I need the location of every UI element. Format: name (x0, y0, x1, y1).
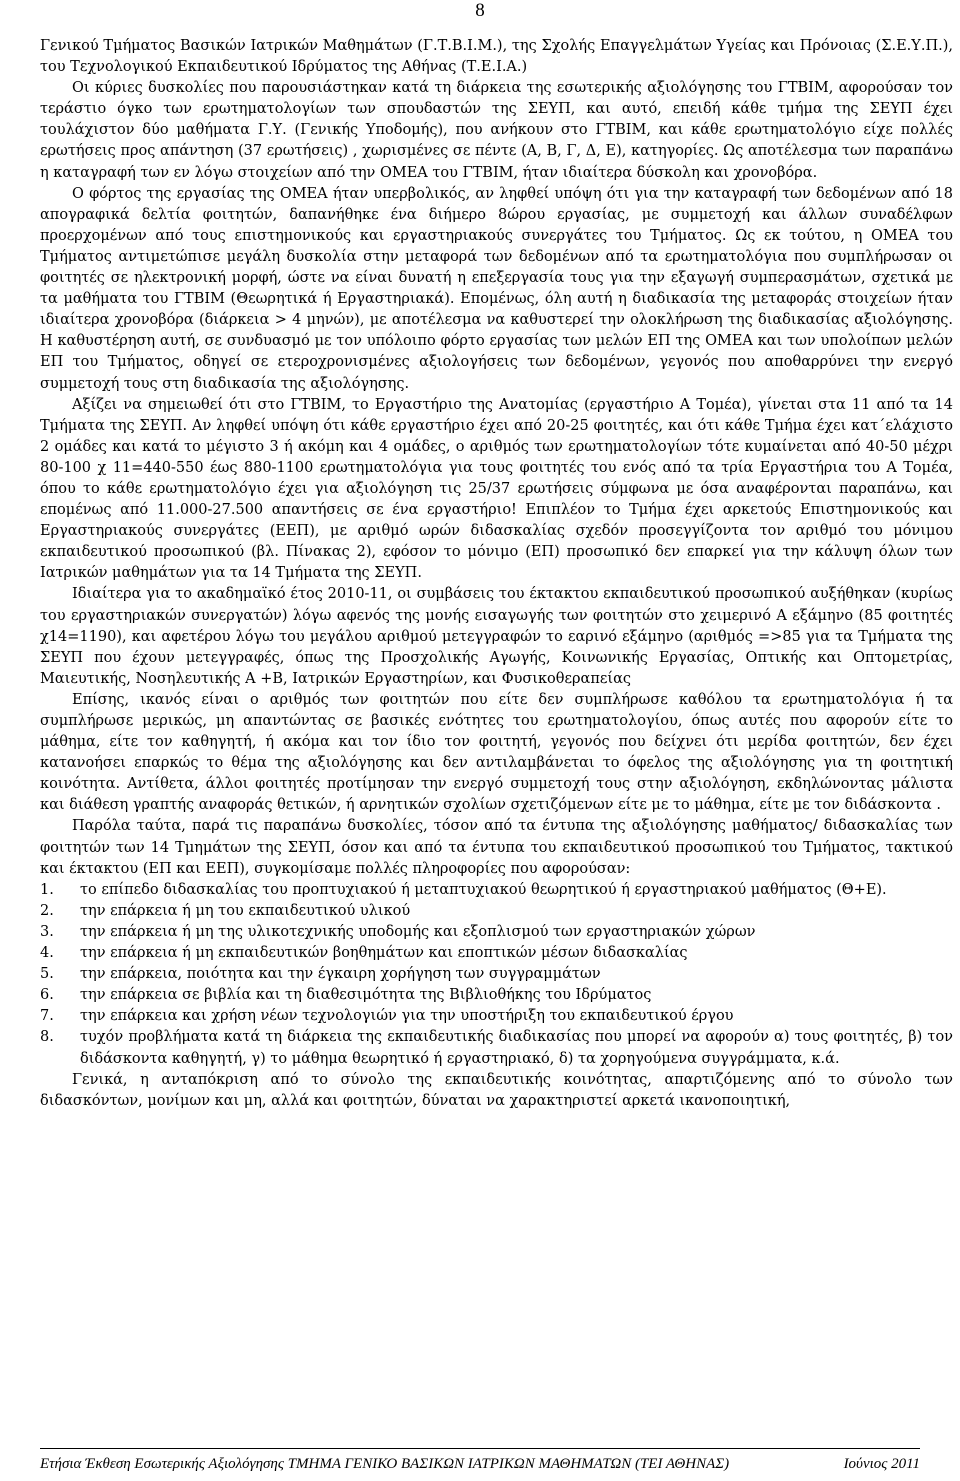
footer-report-title: Ετήσια Έκθεση Εσωτερικής Αξιολόγησης ΤΜΗΜΑ ΓΕΝΙΚΟ ΒΑΣΙΚΩΝ ΙΑΤΡΙΚΩΝ ΜΑΘΗΜΑΤΩΝ (ΤΕΙ ΑΘΗΝΑΣ) (40, 1455, 730, 1472)
paragraph-conclusion: Γενικά, η ανταπόκριση από το σύνολο της εκπαιδευτικής κοινότητας, απαρτιζόμενης από το σύνολο των διδασκόντων, μονίμων και μη, αλλά και φοιτητών, δύναται να χαρακτηριστεί αρκετά ικανοποιητική, (40, 1071, 953, 1109)
paragraph-anatomy-lab: Αξίζει να σημειωθεί ότι στο ΓΤΒΙΜ, το Εργαστήριο της Ανατομίας (εργαστήριο Α Τομέα), γίνεται στα 11 από τα 14 Τμήματα της ΣΕΥΠ. Αν ληφθεί υπόψη ότι κάθε εργαστήριο έχει από 20-25 φοιτητές, και ότι κάθε Τμήμα έχει κατ΄ελάχιστο 2 ομάδες και κατά το μέγιστο 3 ή ακόμη και 4 ομάδες, ο αριθμός των ερωτηματολογίων τότε κυμαίνεται από 40-50 μέχρι 80-100 χ 11=440-550 έως 880-1100 ερωτηματολόγια για τους φοιτητές του ενός από τα τρία Εργαστήρια του Α Τομέα, όπου το κάθε ερωτηματολόγιο έχει για αξιολόγηση τις 25/37 ερωτήσεις σύμφωνα με όσα αναφέρονται παραπάνω, και επομένως από 11.000-27.500 απαντήσεις σε ένα εργαστήριο! Επιπλέον το Τμήμα έχει αρκετούς Επιστημονικούς και Εργαστηριακούς συνεργάτες (ΕΕΠ), με αριθμό ωρών διδασκαλίας σχεδόν προσεγγίζοντα τον αριθμό του μόνιμου εκπαιδευτικού προσωπικού (βλ. Πίνακας 2), εφόσον το μόνιμο (ΕΠ) προσωπικό δεν επαρκεί για την κάλυψη όλων των Ιατρικών μαθημάτων για τα 14 Τμήματα της ΣΕΥΠ. (40, 396, 953, 582)
page-footer (40, 1452, 920, 1476)
paragraph-information-gathered: Παρόλα ταύτα, παρά τις παραπάνω δυσκολίες, τόσον από τα έντυπα της αξιολόγησης μαθήματος/ διδασκαλίας των φοιτητών των 14 Τμημάτων της ΣΕΥΠ, όσον και από τα έντυπα του εκπαιδευτικού προσωπικού του Τμήματος, τακτικού και έκτακτου (ΕΠ και ΕΕΠ), συγκομίσαμε πολλές πληροφορίες που αφορούσαν: (40, 818, 953, 877)
list-item (40, 922, 953, 943)
list-item-number: 8. (40, 1029, 54, 1046)
list-item (40, 943, 953, 964)
list-item-text: την επάρκεια ή μη της υλικοτεχνικής υποδομής και εξοπλισμού των εργαστηριακών χώρων (80, 923, 756, 940)
list-item-text: το επίπεδο διδασκαλίας του προπτυχιακού ή μεταπτυχιακού θεωρητικού ή εργαστηριακού μαθήματος (Θ+Ε). (80, 881, 887, 898)
list-item (40, 1027, 953, 1069)
list-item-text: την επάρκεια ή μη εκπαιδευτικών βοηθημάτων και εποπτικών μέσων διδασκαλίας (80, 945, 688, 962)
paragraph-workload: Ο φόρτος της εργασίας της ΟΜΕΑ ήταν υπερβολικός, αν ληφθεί υπόψη ότι για την καταγραφή των δεδομένων από 18 απογραφικά δελτία φοιτητών, δαπανήθηκε ένα διήμερο 8ώρου εργασίας, με συμμετοχή και άλλων συναδέλφων προερχομένων από τους επιστημονικούς και εργαστηριακούς συνεργάτες του Τμήματος. Ως εκ τούτου, η ΟΜΕΑ του Τμήματος αντιμετώπισε μεγάλη δυσκολία στην μεταφορά των δεδομένων από τα ερωτηματολόγια που συμπλήρωσαν οι φοιτητές σε ηλεκτρονική μορφή, ώστε να είναι δυνατή η επεξεργασία τους για την εξαγωγή συμπερασμάτων, σχετικά με τα μαθήματα του ΓΤΒΙΜ (Θεωρητικά ή Εργαστηριακά). Επομένως, όλη αυτή η διαδικασία της μεταφοράς στοιχείων ήταν ιδιαίτερα χρονοβόρα (διάρκεια > 4 μηνών), με αποτέλεσμα να καθυστερεί την ολοκλήρωση της διαδικασίας αξιολόγησης. Η καθυστέρηση αυτή, σε συνδυασμό με τον υπόλοιπο φόρτο εργασίας των μελών ΕΠ της ΟΜΕΑ και των υπολοίπων μελών ΕΠ του Τμήματος, οδηγεί σε ετεροχρονισμένες αξιολογήσεις των δεδομένων, γεγονός που αποθαρρύνει την ενεργό συμμετοχή τους στη διαδικασία της αξιολόγησης. (40, 185, 953, 392)
list-item-number: 5. (40, 966, 54, 983)
document-body (40, 36, 953, 1112)
list-item (40, 985, 953, 1006)
list-item (40, 880, 953, 901)
list-item (40, 964, 953, 985)
list-item-number: 7. (40, 1008, 54, 1025)
paragraph-incomplete-questionnaires: Επίσης, ικανός είναι ο αριθμός των φοιτητών που είτε δεν συμπλήρωσε καθόλου τα ερωτηματολόγια ή τα συμπλήρωσε μερικώς, μη απαντώντας σε βασικές ενότητες του ερωτηματολογίου, όπως αυτές που αφορούν είτε το μάθημα, είτε τον καθηγητή, ή ακόμα και τον ίδιο τον φοιτητή, γεγονός που δείχνει ότι μερίδα φοιτητών, δεν έχει κατανοήσει επαρκώς το θέμα της αξιολόγησης και δεν αντιλαμβάνεται το όφελος της αξιολόγησης για τη φοιτητική κοινότητα. Αντίθετα, άλλοι φοιτητές προτίμησαν την ενεργό συμμετοχή τους στην αξιολόγηση, εκδηλώνοντας μάλιστα και διάθεση γραπτής αναφοράς θετικών, ή αρνητικών σχολίων σχετιζόμενων είτε με το μάθημα, είτε με τον διδάσκοντα . (40, 691, 953, 814)
list-item-text: την επάρκεια σε βιβλία και τη διαθεσιμότητα της Βιβλιοθήκης του Ιδρύματος (80, 987, 652, 1004)
topics-list (40, 880, 953, 1070)
footer-divider (40, 1448, 920, 1449)
list-item-number: 1. (40, 881, 54, 898)
list-item-number: 4. (40, 945, 54, 962)
list-item-number: 6. (40, 987, 54, 1004)
paragraph-contracts: Ιδιαίτερα για το ακαδημαϊκό έτος 2010-11, οι συμβάσεις του έκτακτου εκπαιδευτικού προσωπικού αυξήθηκαν (κυρίως του εργαστηριακών συνεργατών) λόγω αφενός της μονής εισαγωγής των φοιτητών στο χειμερινό Α εξάμηνο (85 φοιτητές χ14=1190), και αφετέρου λόγω του μεγάλου αριθμού μετεγγραφών το εαρινό εξάμηνο (αριθμός =>85 για τα Τμήματα της ΣΕΥΠ που έχουν μετεγγραφές, όπως της Προσχολικής Αγωγής, Κοινωνικής Εργασίας, Οπτικής και Οπτομετρίας, Μαιευτικής, Νοσηλευτικής Α +Β, Ιατρικών Εργαστηρίων, και Φυσικοθεραπείας (40, 586, 953, 687)
footer-date: Ιούνιος 2011 (843, 1455, 920, 1472)
list-item (40, 1006, 953, 1027)
page-number: 8 (475, 0, 485, 21)
list-item-text: την επάρκεια και χρήση νέων τεχνολογιών για την υποστήριξη του εκπαιδευτικού έργου (80, 1008, 734, 1025)
list-item-text: τυχόν προβλήματα κατά τη διάρκεια της εκπαιδευτικής διαδικασίας που μπορεί να αφορούν α) τους φοιτητές, β) τον διδάσκοντα καθηγητή, γ) το μάθημα θεωρητικό ή εργαστηριακό, δ) τα χορηγούμενα συγγράμματα, κ.ά. (80, 1029, 953, 1067)
list-item (40, 901, 953, 922)
list-item-text: την επάρκεια ή μη του εκπαιδευτικού υλικού (80, 902, 411, 919)
list-item-number: 3. (40, 923, 54, 940)
paragraph-difficulties: Οι κύριες δυσκολίες που παρουσιάστηκαν κατά τη διάρκεια της εσωτερικής αξιολόγησης του ΓΤΒΙΜ, αφορούσαν τον τεράστιο όγκο των ερωτηματολογίων των σπουδαστών της ΣΕΥΠ, και αυτό, επειδή κάθε τμήμα της ΣΕΥΠ έχει τουλάχιστον δύο μαθήματα Γ.Υ. (Γενικής Υποδομής), που ανήκουν στο ΓΤΒΙΜ, και κάθε ερωτηματολόγιο είχε πολλές ερωτήσεις προς απάντηση (37 ερωτήσεις) , χωρισμένες σε πέντε (Α, Β, Γ, Δ, Ε), κατηγορίες. Ως αποτέλεσμα των παραπάνω η καταγραφή των εν λόγω στοιχείων από την ΟΜΕΑ του ΓΤΒΙΜ, ήταν ιδιαίτερα δύσκολη και χρονοβόρα. (40, 80, 953, 181)
paragraph-intro: Γενικού Τμήματος Βασικών Ιατρικών Μαθημάτων (Γ.Τ.Β.Ι.Μ.), της Σχολής Επαγγελμάτων Υγείας και Πρόνοιας (Σ.Ε.Υ.Π.), του Τεχνολογικού Εκπαιδευτικού Ιδρύματος της Αθήνας (Τ.Ε.Ι.Α.) (40, 38, 953, 76)
list-item-number: 2. (40, 902, 54, 919)
list-item-text: την επάρκεια, ποιότητα και την έγκαιρη χορήγηση των συγγραμμάτων (80, 966, 601, 983)
